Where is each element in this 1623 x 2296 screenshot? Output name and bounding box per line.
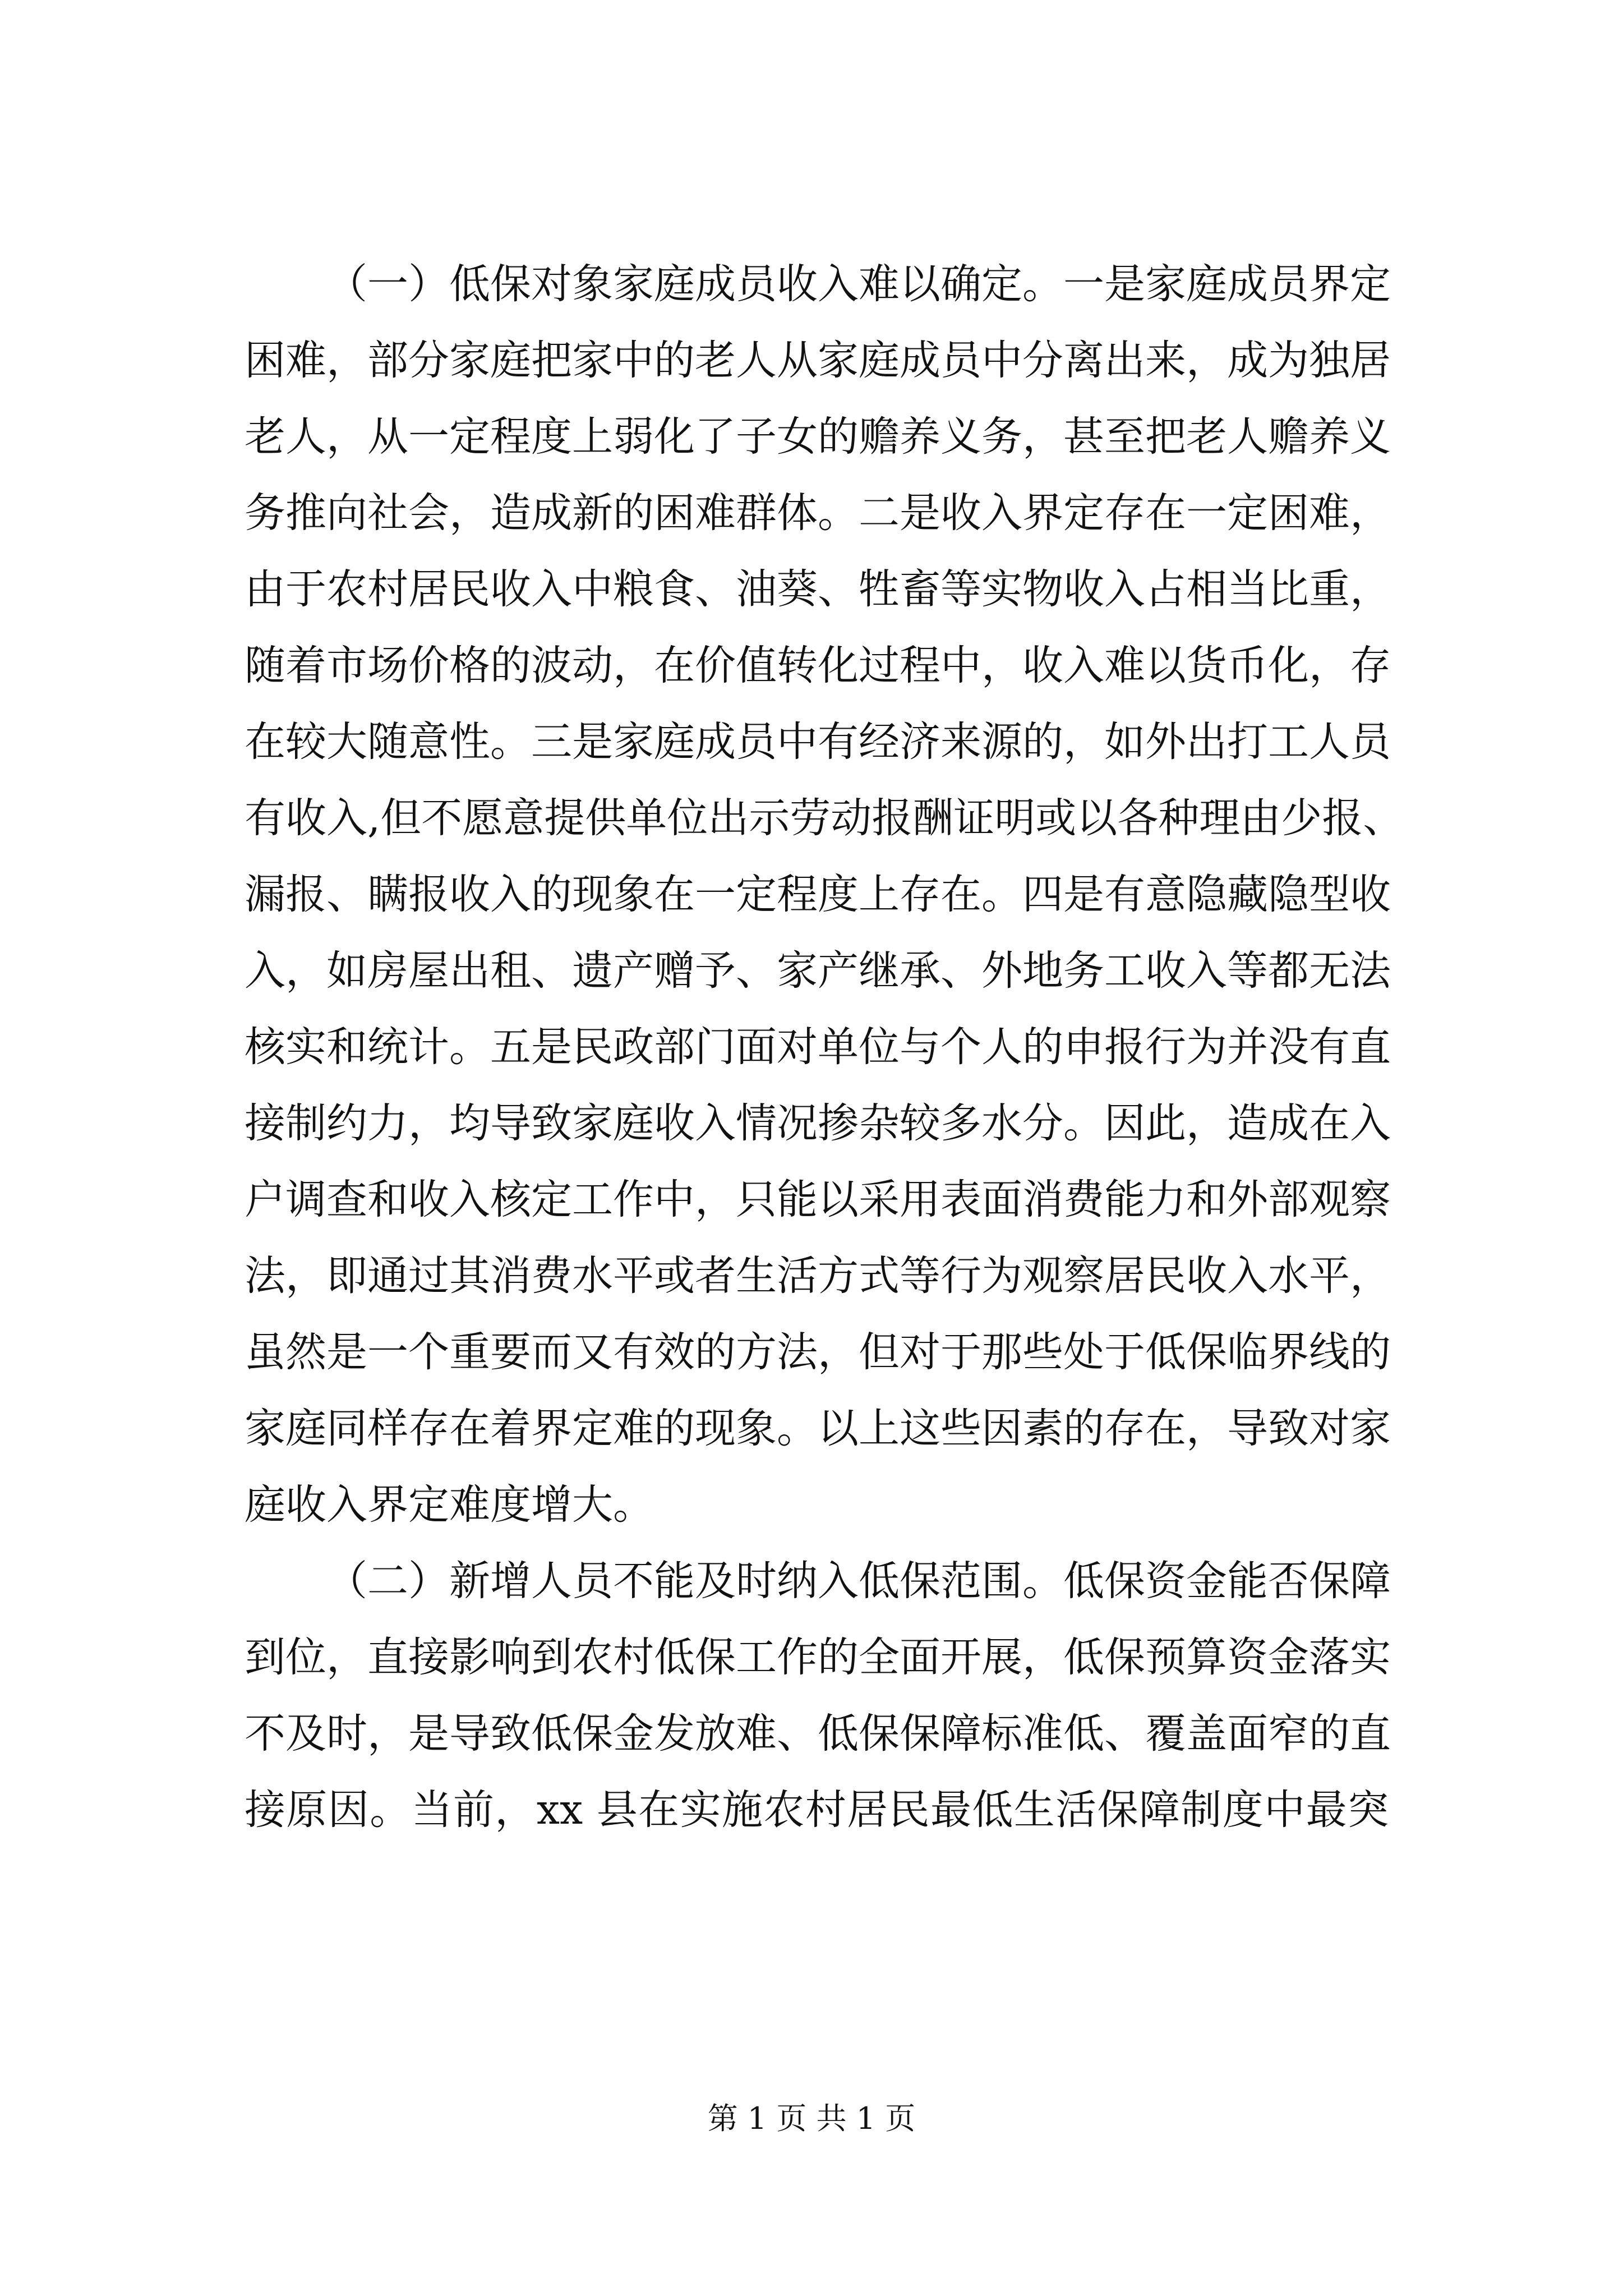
paragraph-1-line-9: 漏报、瞒报收入的现象在一定程度上存在。四是有意隐藏隐型收 <box>245 871 1391 918</box>
paragraph-1-line-7: 在较大随意性。三是家庭成员中有经济来源的，如外出打工人员 <box>245 718 1391 766</box>
paragraph-1-line-1: （一）低保对象家庭成员收入难以确定。一是家庭成员界定 <box>326 260 1391 308</box>
paragraph-1-line-17: 庭收入界定难度增大。 <box>245 1481 654 1529</box>
paragraph-2-line-2: 到位，直接影响到农村低保工作的全面开展，低保预算资金落实 <box>245 1634 1391 1681</box>
paragraph-1-line-5: 由于农村居民收入中粮食、油葵、牲畜等实物收入占相当比重， <box>245 565 1391 613</box>
paragraph-1-line-16: 家庭同样存在着界定难的现象。以上这些因素的存在，导致对家 <box>245 1405 1391 1452</box>
paragraph-2-line-4: 接原因。当前，xx 县在实施农村居民最低生活保障制度中最突 <box>245 1786 1389 1834</box>
paragraph-1-line-13: 户调查和收入核定工作中，只能以采用表面消费能力和外部观察 <box>245 1176 1391 1223</box>
paragraph-1-line-11: 核实和统计。五是民政部门面对单位与个人的申报行为并没有直 <box>245 1023 1391 1071</box>
paragraph-1-line-2: 困难，部分家庭把家中的老人从家庭成员中分离出来，成为独居 <box>245 337 1391 384</box>
paragraph-1-line-3: 老人，从一定程度上弱化了子女的赡养义务，甚至把老人赡养义 <box>245 413 1391 461</box>
paragraph-1-line-15: 虽然是一个重要而又有效的方法，但对于那些处于低保临界线的 <box>245 1328 1391 1376</box>
paragraph-1-line-12: 接制约力，均导致家庭收入情况掺杂较多水分。因此，造成在入 <box>245 1099 1391 1147</box>
paragraph-1-line-6: 随着市场价格的波动，在价值转化过程中，收入难以货币化，存 <box>245 642 1391 689</box>
paragraph-1-line-4: 务推向社会，造成新的困难群体。二是收入界定存在一定困难， <box>245 489 1391 537</box>
paragraph-2-line-1: （二）新增人员不能及时纳入低保范围。低保资金能否保障 <box>326 1557 1391 1605</box>
page-number-footer: 第 1 页 共 1 页 <box>707 2101 916 2136</box>
paragraph-1-line-14: 法，即通过其消费水平或者生活方式等行为观察居民收入水平， <box>245 1252 1391 1300</box>
paragraph-1-line-8: 有收入,但不愿意提供单位出示劳动报酬证明或以各种理由少报、 <box>245 794 1404 842</box>
paragraph-1-line-10: 入，如房屋出租、遗产赠予、家产继承、外地务工收入等都无法 <box>245 947 1391 995</box>
paragraph-2-line-3: 不及时，是导致低保金发放难、低保保障标准低、覆盖面窄的直 <box>245 1710 1391 1757</box>
